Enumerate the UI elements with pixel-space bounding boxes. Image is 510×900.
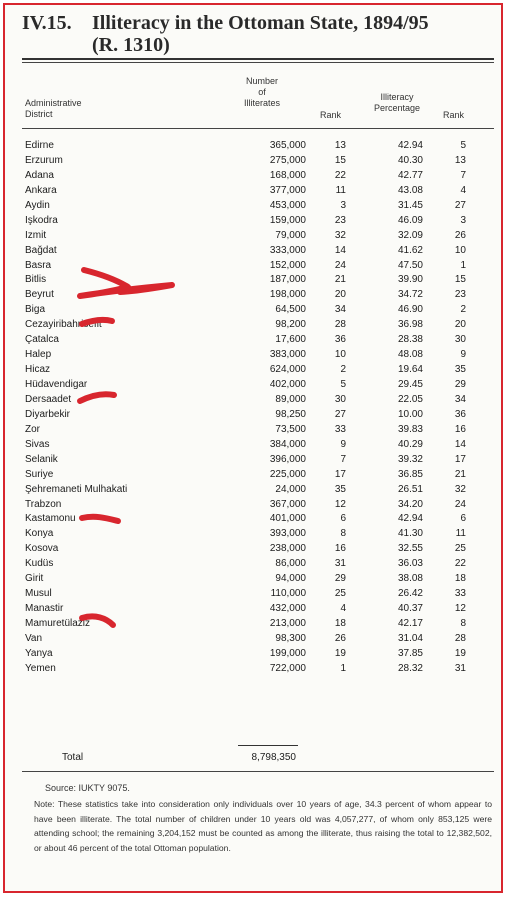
percentage-cell: 39.90: [397, 274, 423, 286]
table-row: [22, 198, 494, 213]
footnote: Note: These statistics take into consideration only individuals over 10 years of age, 34.3 percent of whom appear to have been illiterate. The total number of children under 10 years old was 4,057,277, of whom only 853,125 were attending school; the remaining 3,204,152 must be counted as among the illiterate, thus raising the total to 12,382,502, or about 46 percent of the total Ottoman population.: [34, 799, 492, 853]
percentage-rank-cell: 33: [454, 588, 466, 600]
rank-cell: 21: [334, 274, 346, 286]
percentage-rank-cell: 13: [454, 154, 466, 166]
header-percentage-line1: Illiteracy: [380, 92, 414, 102]
table-row: [22, 452, 494, 467]
percentage-rank-cell: 27: [454, 199, 466, 211]
percentage-cell: 46.09: [397, 214, 423, 226]
table-row: [22, 601, 494, 616]
percentage-cell: 39.83: [397, 423, 423, 435]
percentage-cell: 32.09: [397, 229, 423, 241]
district-cell: Biga: [25, 304, 46, 316]
illiterates-cell: 384,000: [269, 438, 306, 450]
illiterates-cell: 110,000: [270, 588, 306, 600]
rank-cell: 23: [334, 214, 346, 226]
illiterates-cell: 213,000: [269, 618, 306, 629]
table-row: [22, 377, 494, 392]
table-row: [22, 362, 494, 377]
illiterates-cell: 275,000: [269, 154, 306, 166]
illiterates-cell: 24,000: [275, 483, 306, 495]
percentage-cell: 22.05: [397, 393, 423, 405]
table-row: [22, 541, 494, 556]
illiterates-cell: 17,600: [275, 334, 306, 346]
percentage-cell: 40.29: [397, 438, 423, 450]
district-cell: Hüdavendigar: [25, 379, 88, 390]
percentage-rank-cell: 31: [454, 662, 466, 674]
percentage-cell: 36.03: [397, 558, 423, 570]
rank-cell: 15: [334, 154, 346, 166]
percentage-rank-cell: 3: [460, 214, 466, 226]
percentage-rank-cell: 5: [460, 140, 466, 151]
district-cell: Erzurum: [25, 154, 63, 166]
illiterates-cell: 199,000: [269, 647, 306, 659]
rank-cell: 16: [334, 543, 346, 555]
rank-cell: 20: [334, 289, 346, 301]
percentage-cell: 48.08: [397, 349, 423, 361]
percentage-rank-cell: 11: [455, 528, 466, 540]
table-row: [22, 168, 494, 183]
percentage-rank-cell: 16: [454, 423, 466, 435]
rank-cell: 1: [340, 662, 346, 674]
illiterates-cell: 94,000: [275, 573, 306, 585]
illiterates-cell: 187,000: [269, 274, 306, 286]
header-district: [25, 98, 82, 120]
percentage-rank-cell: 29: [454, 379, 466, 390]
rank-cell: 4: [340, 603, 346, 615]
illiterates-cell: 168,000: [269, 169, 306, 181]
percentage-cell: 40.30: [397, 154, 423, 166]
percentage-cell: 28.32: [397, 662, 423, 674]
rank-cell: 12: [334, 498, 346, 510]
rank-cell: 9: [340, 438, 346, 450]
total-underline: [238, 745, 298, 746]
rank-cell: 34: [334, 304, 346, 316]
percentage-cell: 37.85: [397, 647, 423, 659]
footer-rule: [22, 771, 494, 772]
percentage-rank-cell: 9: [460, 349, 466, 361]
illiterates-cell: 238,000: [269, 543, 306, 555]
rank-cell: 5: [340, 379, 346, 390]
rank-cell: 7: [340, 453, 346, 465]
district-cell: Suriye: [25, 468, 54, 480]
illiterates-cell: 98,300: [275, 632, 306, 644]
rank-cell: 14: [334, 244, 346, 256]
table-row: [22, 138, 494, 153]
district-cell: Kudüs: [25, 558, 54, 570]
percentage-cell: 42.77: [397, 169, 423, 181]
illiterates-cell: 64,500: [275, 304, 306, 316]
percentage-rank-cell: 19: [454, 647, 466, 659]
percentage-rank-cell: 36: [454, 408, 466, 420]
percentage-cell: 43.08: [397, 184, 423, 196]
percentage-rank-cell: 30: [454, 334, 466, 346]
rank-cell: 31: [334, 558, 346, 570]
district-cell: Adana: [25, 169, 54, 181]
district-cell: Konya: [25, 528, 54, 540]
rank-cell: 3: [340, 199, 346, 211]
district-cell: Edirne: [25, 140, 54, 151]
percentage-cell: 26.51: [397, 483, 423, 495]
rank-cell: 2: [340, 364, 346, 376]
header-district-line1: Administrative: [25, 98, 82, 108]
percentage-cell: 29.45: [397, 379, 423, 390]
percentage-rank-cell: 21: [454, 468, 466, 480]
table-row: [22, 467, 494, 482]
header-district-line2: District: [25, 109, 53, 119]
percentage-cell: 34.72: [397, 289, 423, 301]
illiterates-cell: 98,250: [275, 408, 306, 420]
table-row: [22, 511, 494, 526]
percentage-rank-cell: 35: [454, 364, 466, 376]
percentage-rank-cell: 10: [454, 244, 466, 256]
district-cell: Musul: [25, 588, 52, 600]
table-title: [22, 12, 492, 56]
district-cell: Işkodra: [25, 214, 58, 226]
table-row: [22, 347, 494, 362]
percentage-rank-cell: 15: [454, 274, 466, 286]
district-cell: Yemen: [25, 662, 56, 674]
table-row: [22, 272, 494, 287]
district-cell: Basra: [25, 259, 52, 271]
table-row: [22, 287, 494, 302]
percentage-cell: 19.64: [397, 364, 423, 376]
district-cell: Van: [25, 632, 43, 644]
district-cell: Trabzon: [25, 498, 62, 510]
illiterates-cell: 383,000: [269, 349, 306, 361]
district-cell: Manastir: [25, 603, 64, 615]
table-row: [22, 497, 494, 512]
percentage-rank-cell: 2: [460, 304, 466, 316]
district-cell: Izmit: [25, 229, 47, 241]
percentage-cell: 41.62: [397, 244, 423, 256]
district-cell: Şehremaneti Mulhakati: [25, 483, 128, 495]
table-row: [22, 153, 494, 168]
district-cell: Cezayiribahrisefit: [25, 319, 102, 331]
illiterates-cell: 377,000: [269, 184, 306, 196]
illiterates-cell: 396,000: [269, 453, 306, 465]
table-row: [22, 556, 494, 571]
percentage-cell: 32.55: [397, 543, 423, 555]
percentage-rank-cell: 23: [454, 289, 466, 301]
header-percentage: [362, 92, 432, 114]
header-illiterates: [232, 76, 292, 109]
header-rank2: Rank: [443, 110, 465, 120]
table-row: [22, 332, 494, 347]
percentage-rank-cell: 24: [454, 498, 466, 510]
source-note: Source: IUKTY 9075.: [45, 783, 130, 793]
percentage-rank-cell: 32: [454, 483, 466, 495]
table-row: [22, 571, 494, 586]
rank-cell: 17: [334, 468, 346, 480]
rank-cell: 26: [334, 632, 346, 644]
percentage-cell: 31.45: [397, 199, 423, 211]
table-row: [22, 437, 494, 452]
illiterates-cell: 624,000: [269, 364, 306, 376]
percentage-cell: 42.94: [397, 513, 423, 525]
table-row: [22, 422, 494, 437]
rank-cell: 29: [334, 573, 346, 585]
district-cell: Hicaz: [25, 364, 51, 376]
header-illiterates-line1: Number: [245, 76, 278, 86]
illiterates-cell: 365,000: [269, 140, 306, 151]
percentage-rank-cell: 20: [454, 319, 466, 331]
rank-cell: 33: [334, 423, 346, 435]
percentage-rank-cell: 22: [454, 558, 466, 570]
header-illiterates-line2: of: [258, 87, 266, 97]
district-cell: Kastamonu: [25, 513, 76, 525]
illiterates-cell: 73,500: [275, 423, 306, 435]
table-row: [22, 302, 494, 317]
rank-cell: 25: [334, 588, 346, 600]
district-cell: Aydin: [25, 199, 50, 211]
district-cell: Dersaadet: [25, 393, 72, 405]
rank-cell: 13: [334, 140, 346, 151]
illiterates-cell: 402,000: [269, 379, 306, 390]
illiterates-cell: 432,000: [269, 603, 306, 615]
district-cell: Sivas: [25, 438, 50, 450]
table-row: [22, 631, 494, 646]
district-cell: Diyarbekir: [25, 408, 71, 420]
illiterates-cell: 722,000: [269, 662, 306, 674]
percentage-cell: 40.37: [397, 603, 423, 615]
table-row: [22, 646, 494, 661]
rank-cell: 18: [334, 618, 346, 629]
percentage-cell: 47.50: [397, 259, 423, 271]
percentage-rank-cell: 18: [454, 573, 466, 585]
table-row: [22, 407, 494, 422]
percentage-rank-cell: 25: [454, 543, 466, 555]
rank-cell: 24: [334, 259, 346, 271]
illiterates-cell: 89,000: [275, 393, 306, 405]
percentage-rank-cell: 4: [460, 184, 466, 196]
percentage-cell: 36.98: [397, 319, 423, 331]
percentage-cell: 28.38: [397, 334, 423, 346]
header-rule-thin: [22, 62, 494, 63]
title-text: Illiteracy in the Ottoman State, 1894/95: [92, 12, 429, 34]
illiterates-cell: 86,000: [275, 558, 306, 570]
illiterates-cell: 198,000: [269, 289, 306, 301]
percentage-rank-cell: 7: [460, 169, 466, 181]
percentage-cell: 46.90: [397, 304, 423, 316]
district-cell: Mamuretülaziz: [25, 618, 91, 629]
header-rule: [22, 58, 494, 60]
percentage-rank-cell: 34: [454, 393, 466, 405]
illiterates-cell: 367,000: [269, 498, 306, 510]
table-row: [22, 228, 494, 243]
percentage-cell: 42.94: [397, 140, 423, 151]
percentage-cell: 26.42: [397, 588, 423, 600]
table-row: [22, 243, 494, 258]
rank-cell: 10: [334, 349, 346, 361]
percentage-cell: 31.04: [397, 632, 423, 644]
rank-cell: 8: [340, 528, 346, 540]
percentage-rank-cell: 1: [460, 259, 466, 271]
percentage-cell: 41.30: [397, 528, 423, 540]
table-row: [22, 392, 494, 407]
district-cell: Yanya: [25, 647, 53, 659]
column-header-rule: [22, 128, 494, 129]
table-row: [22, 661, 494, 676]
illiterates-cell: 333,000: [269, 244, 306, 256]
total-number: 8,798,350: [251, 752, 296, 763]
table-row: [22, 258, 494, 273]
district-cell: Halep: [25, 349, 52, 361]
rank-cell: 28: [334, 319, 346, 331]
table-number: IV.15.: [22, 12, 72, 34]
table-row: [22, 183, 494, 198]
percentage-rank-cell: 8: [460, 618, 466, 629]
illiterates-cell: 159,000: [269, 214, 306, 226]
percentage-rank-cell: 12: [454, 603, 466, 615]
percentage-rank-cell: 14: [454, 438, 466, 450]
percentage-cell: 39.32: [397, 453, 423, 465]
illiterates-cell: 225,000: [269, 468, 306, 480]
percentage-cell: 42.17: [397, 618, 423, 629]
illiterates-cell: 453,000: [269, 199, 306, 211]
table-row: [22, 482, 494, 497]
district-cell: Zor: [25, 423, 40, 435]
illiterates-cell: 393,000: [269, 528, 306, 540]
table-row: [22, 317, 494, 332]
district-cell: Bitlis: [25, 274, 47, 286]
district-cell: Girit: [25, 573, 44, 585]
rank-cell: 11: [335, 184, 346, 196]
total-label: Total: [62, 752, 84, 763]
table-row: [22, 616, 494, 631]
illiterates-cell: 152,000: [269, 259, 306, 271]
rank-cell: 35: [334, 483, 346, 495]
rank-cell: 22: [334, 169, 346, 181]
percentage-rank-cell: 26: [454, 229, 466, 241]
district-cell: Beyrut: [25, 289, 54, 301]
data-table: [22, 138, 494, 676]
district-cell: Kosova: [25, 543, 59, 555]
table-row: [22, 526, 494, 541]
title-subtitle: (R. 1310): [92, 34, 170, 56]
percentage-cell: 36.85: [397, 468, 423, 480]
rank-cell: 6: [340, 513, 346, 525]
rank-cell: 32: [334, 229, 346, 241]
district-cell: Selanik: [25, 453, 58, 465]
header-rank: Rank: [320, 110, 342, 120]
district-cell: Ankara: [25, 184, 57, 196]
percentage-cell: 38.08: [397, 573, 423, 585]
percentage-cell: 34.20: [397, 498, 423, 510]
percentage-cell: 10.00: [397, 408, 423, 420]
header-percentage-line2: Percentage: [373, 103, 421, 113]
percentage-rank-cell: 17: [454, 453, 466, 465]
header-illiterates-line3: Illiterates: [243, 98, 280, 108]
rank-cell: 30: [334, 393, 346, 405]
percentage-rank-cell: 6: [460, 513, 466, 525]
illiterates-cell: 401,000: [269, 513, 306, 525]
rank-cell: 36: [334, 334, 346, 346]
percentage-rank-cell: 28: [454, 632, 466, 644]
illiterates-cell: 79,000: [275, 229, 306, 241]
illiterates-cell: 98,200: [275, 319, 306, 331]
rank-cell: 19: [334, 647, 346, 659]
table-row: [22, 586, 494, 601]
table-row: [22, 213, 494, 228]
district-cell: Bağdat: [25, 244, 57, 256]
rank-cell: 27: [334, 408, 346, 420]
district-cell: Çatalca: [25, 334, 59, 346]
